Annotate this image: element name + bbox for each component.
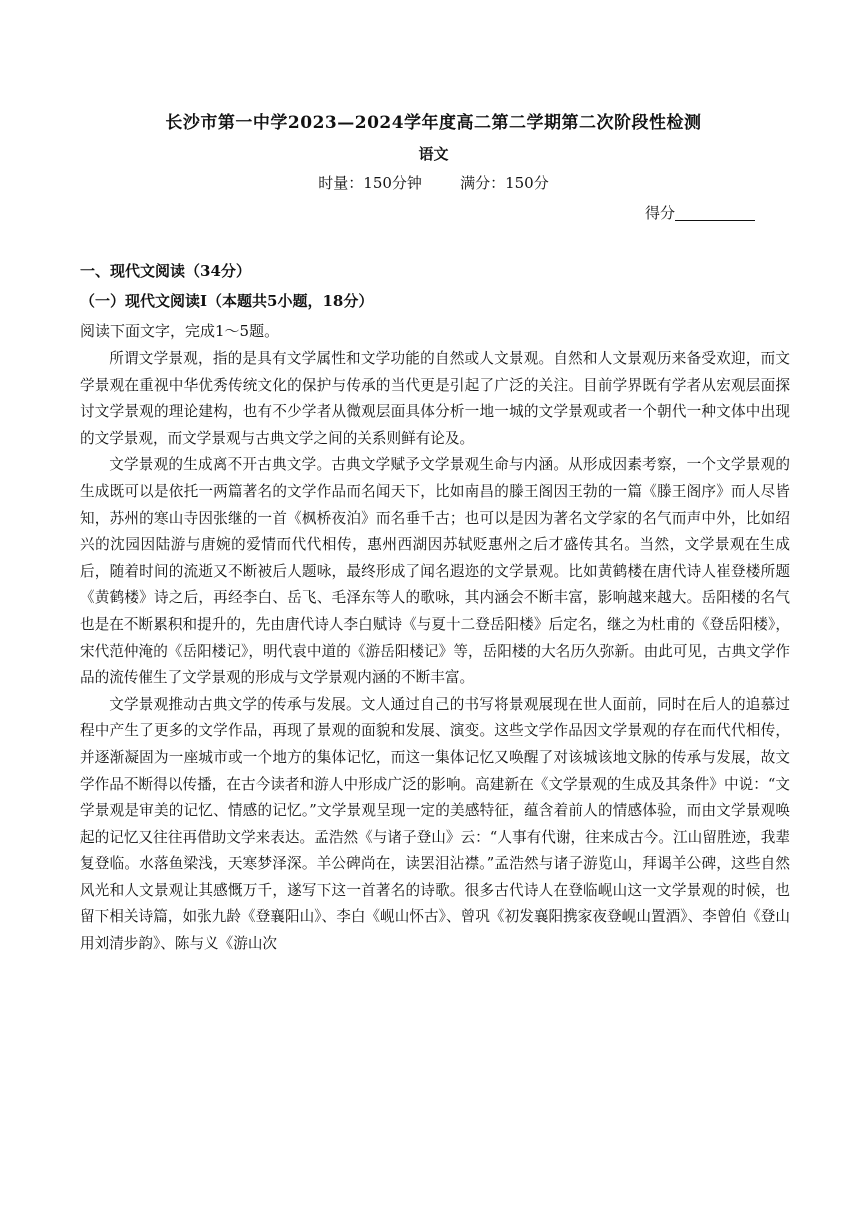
exam-meta: 时量：150分钟 满分：150分 (318, 174, 549, 192)
exam-title: 长沙市第一中学2023—2024学年度高二第二学期第二次阶段性检测 (165, 113, 702, 133)
section-heading: 一、现代文阅读（34分） (80, 262, 251, 280)
passage-paragraph-2: 文学景观的生成离不开古典文学。古典文学赋予文学景观生命与内涵。从形成因素考察，一个文学景观的生成既可以是依托一两篇著名的文学作品而名闻天下，比如南昌的滕王阁因王勃的一篇《滕王阁序》而人尽皆知，苏州的寒山寺因张继的一首《枫桥夜泊》而名垂千古；也可以是因为著名文学家的名气而声中外，比如绍兴的沈园因陆游与唐婉的爱情而代代相传，惠州西湖因苏轼贬惠州之后才盛传其名。当然，文学景观在生成后，随着时间的流逝又不断被后人题咏，最终形成了闻名遐迩的文学景观。比如黄鹤楼在唐代诗人崔登楼所题《黄鹤楼》诗之后，再经李白、岳飞、毛泽东等人的歌咏，其内涵会不断丰富，影响越来越大。岳阳楼的名气也是在不断累积和提升的，先由唐代诗人李白赋诗《与夏十二登岳阳楼》后定名，继之为杜甫的《登岳阳楼》，宋代范仲淹的《岳阳楼记》，明代袁中道的《游岳阳楼记》等，岳阳楼的大名历久弥新。由此可见，古典文学作品的流传催生了文学景观的形成与文学景观内涵的不断丰富。 (80, 456, 790, 687)
passage-paragraph-3: 文学景观推动古典文学的传承与发展。文人通过自己的书写将景观展现在世人面前，同时在后人的追慕过程中产生了更多的文学作品，再现了景观的面貌和发展、演变。这些文学作品因文学景观的存在而代代相传，并逐渐凝固为一座城市或一个地方的集体记忆，而这一集体记忆又唤醒了对该城该地文脉的传承与发展，故文学作品不断得以传播，在古今读者和游人中形成广泛的影响。高建新在《文学景观的生成及其条件》中说：“文学景观是审美的记忆、情感的记忆。”文学景观呈现一定的美感特征，蕴含着前人的情感体验，而由文学景观唤起的记忆又往往再借助文学来表达。孟浩然《与诸子登山》云：“人事有代谢，往来成古今。江山留胜迹，我辈复登临。水落鱼梁浅，天寒梦泽深。羊公碑尚在，读罢泪沾襟。”孟浩然与诸子游览山，拜谒羊公碑，这些自然风光和人文景观让其感慨万千，遂写下这一首著名的诗歌。很多古代诗人在登临岘山这一文学景观的时候，也留下相关诗篇，如张九龄《登襄阳山》、李白《岘山怀古》、曾巩《初发襄阳携家夜登岘山置酒》、李曾伯《登山用刘清步韵》、陈与义《游山次 (80, 695, 790, 953)
reading-passage (80, 346, 790, 958)
score-blank (675, 205, 755, 221)
score-label: 得分 (645, 204, 676, 222)
subject-label: 语文 (418, 145, 449, 163)
section-subheading: （一）现代文阅读Ⅰ（本题共5小题，18分） (80, 292, 374, 310)
passage-paragraph-1: 所谓文学景观，指的是具有文学属性和文学功能的自然或人文景观。自然和人文景观历来备受欢迎，而文学景观在重视中华优秀传统文化的保护与传承的当代更是引起了广泛的关注。目前学界既有学者从宏观层面探讨文学景观的理论建构，也有不少学者从微观层面具体分析一地一城的文学景观或者一个朝代一种文体中出现的文学景观，而文学景观与古典文学之间的关系则鲜有论及。 (80, 350, 790, 447)
reading-instruction: 阅读下面文字，完成1～5题。 (80, 322, 280, 340)
score-field (645, 202, 755, 223)
